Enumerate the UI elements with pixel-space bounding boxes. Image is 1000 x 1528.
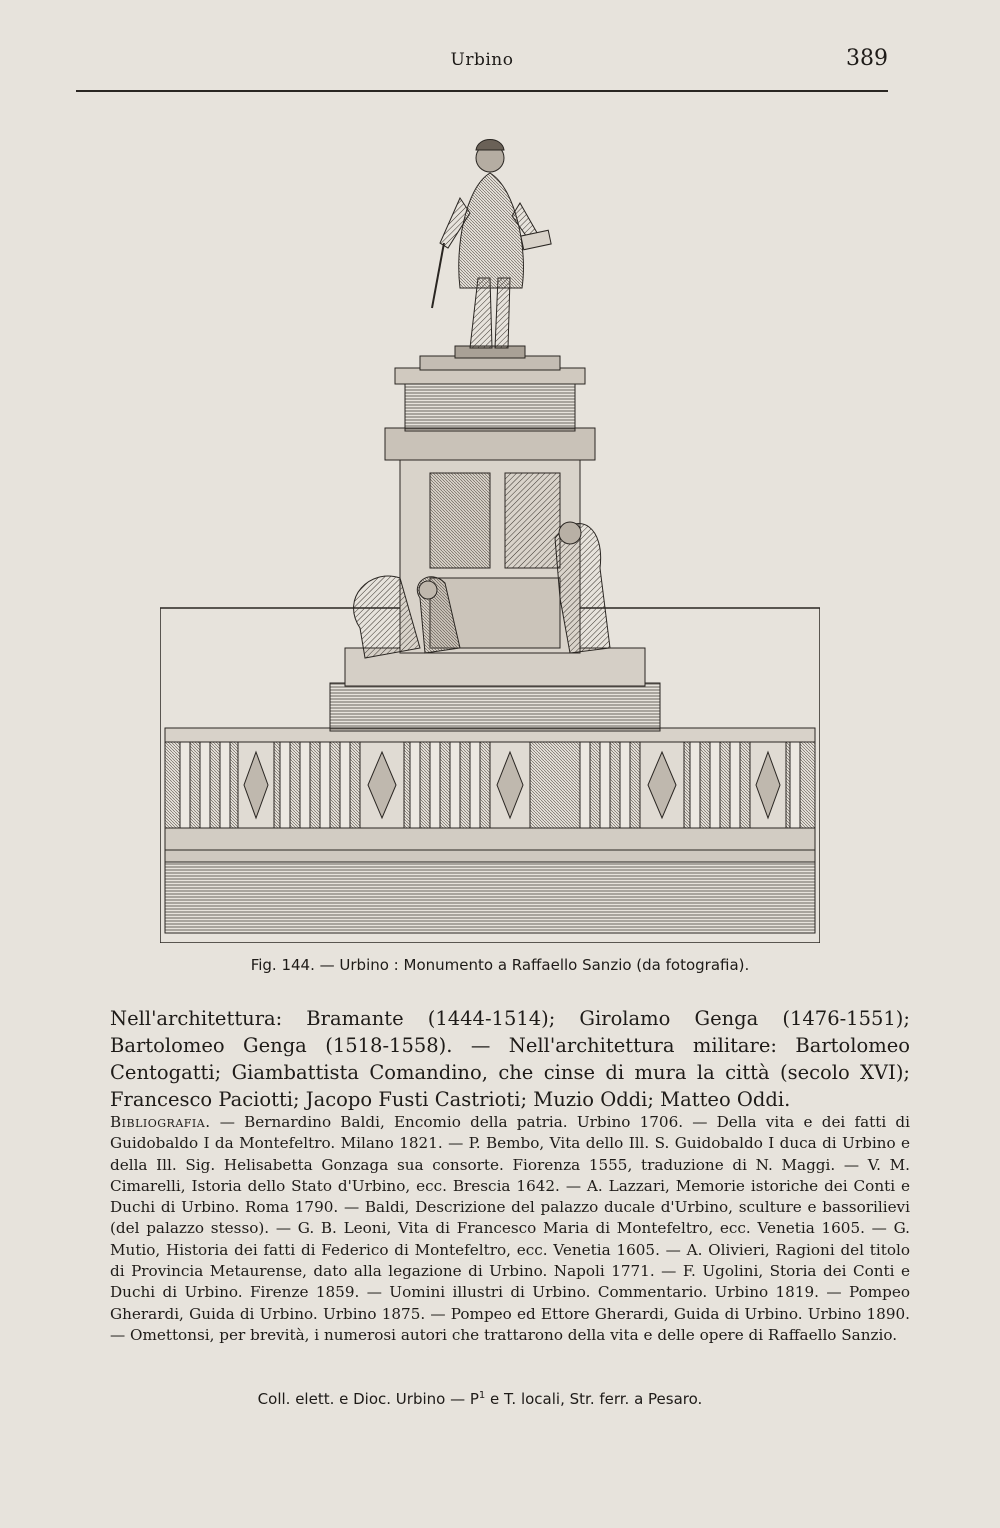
figure-caption: Fig. 144. — Urbino : Monumento a Raffaello Sanzio (da fotografia). [250,956,750,974]
monument-figure [160,128,820,943]
bibliography-text: — Bernardino Baldi, Encomio della patria. Urbino 1706. — Della vita e dei fatti di Guidobaldo I da Montefeltro. Milano 1821. — P. Bembo, Vita dello Ill. S. Guidobaldo I duca di Urbino e della Ill. Sig. Helisabetta Gonzaga sua consorte. Fiorenza 1555, traduzione di N. Maggi. — V. M. Cimarelli, Istoria dello Stato d'Urbino, ecc. Brescia 1642. — A. Lazzari, Memorie istoriche dei Conti e Duchi di Urbino. Roma 1790. — Baldi, Descrizione del palazzo ducale d'Urbino, sculture e bassorilievi (del palazzo stesso). — G. B. Leoni, Vita di Francesco Maria di Montefeltro, ecc. Venetia 1605. — G. Mutio, Historia dei fatti di Federico di Montefeltro, ecc. Venetia 1605. — A. Olivieri, Ragioni del titolo di Provincia Metaurense, dato alla legazione di Urbino. Napoli 1771. — F. Ugolini, Storia dei Conti e Duchi di Urbino. Firenze 1859. — Uomini illustri di Urbino. Commentario. Urbino 1819. — Pompeo Gherardi, Guida di Urbino. Urbino 1875. — Pompeo ed Ettore Gherardi, Guida di Urbino. Urbino 1890. — Omettonsi, per brevità, i numerosi autori che trattarono della vita e delle opere di Raffaello Sanzio. [110,1113,910,1344]
bibliography-paragraph [110,1112,910,1346]
running-head: Urbino [450,50,514,70]
footer-text-before: Coll. elett. e Dioc. Urbino — P [257,1390,479,1408]
footer-superscript: 1 [478,1390,486,1401]
page-header [76,46,888,92]
bibliography-label: Bibliografia. [110,1113,211,1131]
page-number: 389 [846,46,888,71]
body-paragraph: Nell'architettura: Bramante (1444-1514); Girolamo Genga (1476-1551); Bartolomeo Genga (1518-1558). — Nell'architettura militare: Bartolomeo Centogatti; Giambattista Comandino, che cinse di mura la città (secolo XVI); Francesco Paciotti; Jacopo Fusti Castrioti; Muzio Oddi; Matteo Oddi. [110,1007,910,1111]
monument-illustration [160,128,820,943]
footer-line [110,1390,850,1408]
footer-text-after: e T. locali, Str. ferr. a Pesaro. [485,1390,703,1408]
